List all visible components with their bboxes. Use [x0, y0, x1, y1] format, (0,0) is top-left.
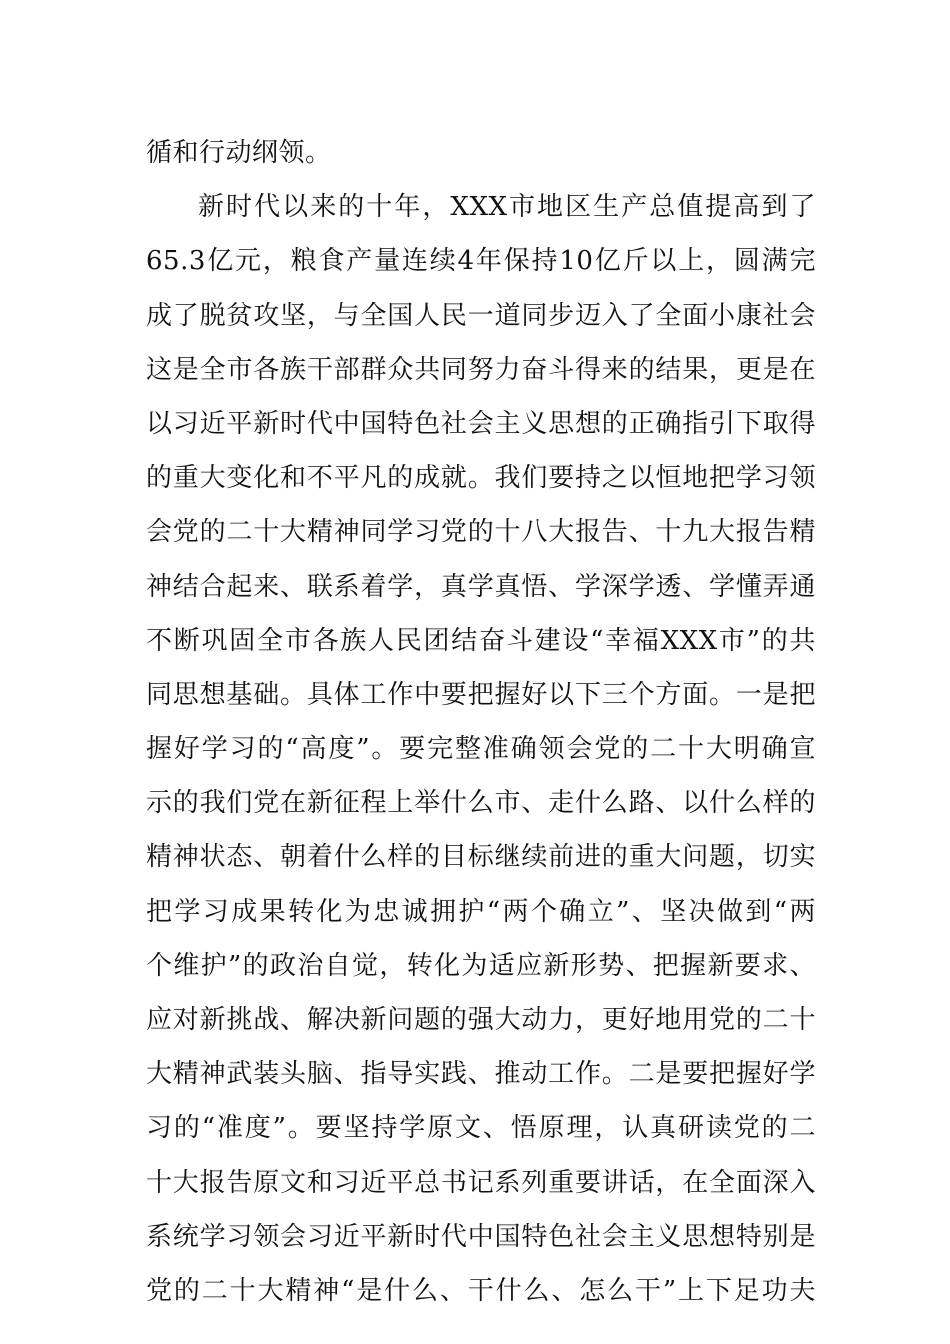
text-line: 大精神武装头脑、指导实践、推动工作。二是要把握好学 [146, 1059, 816, 1090]
text-line: 十大报告原文和习近平总书记系列重要讲话，在全面深入 [146, 1167, 816, 1198]
text-line: 循和行动纲领。 [146, 138, 332, 168]
text-line: 党的二十大精神“是什么、干什么、怎么干”上下足功夫 [146, 1275, 816, 1306]
text-line: 新时代以来的十年，XXX市地区生产总值提高到了 [198, 192, 816, 223]
text-line: 65.3亿元，粮食产量连续4年保持10亿斤以上，圆满完 [146, 246, 816, 277]
text-line: 示的我们党在新征程上举什么市、走什么路、以什么样的 [146, 788, 816, 819]
text-line: 精神状态、朝着什么样的目标继续前进的重大问题，切实 [146, 842, 816, 873]
text-line: 会党的二十大精神同学习党的十八大报告、十九大报告精 [146, 517, 816, 548]
text-line: 习的“准度”。要坚持学原文、悟原理，认真研读党的二 [146, 1113, 816, 1144]
body-text [146, 126, 816, 1318]
text-line: 应对新挑战、解决新问题的强大动力，更好地用党的二十 [146, 1005, 816, 1035]
text-line: 系统学习领会习近平新时代中国特色社会主义思想特别是 [146, 1221, 816, 1252]
text-line: 把学习成果转化为忠诚拥护“两个确立”、坚决做到“两 [146, 896, 816, 927]
text-line: 同思想基础。具体工作中要把握好以下三个方面。一是把 [146, 679, 816, 710]
text-line: 的重大变化和不平凡的成就。我们要持之以恒地把学习领 [146, 463, 816, 494]
text-line: 神结合起来、联系着学，真学真悟、学深学透、学懂弄通 [146, 571, 816, 602]
text-line: 这是全市各族干部群众共同努力奋斗得来的结果，更是在 [146, 354, 816, 385]
text-line: 不断巩固全市各族人民团结奋斗建设“幸福XXX市”的共 [146, 625, 816, 656]
text-line: 个维护”的政治自觉，转化为适应新形势、把握新要求、 [146, 950, 816, 981]
text-line: 握好学习的“高度”。要完整准确领会党的二十大明确宣 [146, 734, 816, 765]
text-line: 以习近平新时代中国特色社会主义思想的正确指引下取得 [146, 408, 816, 439]
text-line: 成了脱贫攻坚，与全国人民一道同步迈入了全面小康社会 [146, 300, 816, 331]
